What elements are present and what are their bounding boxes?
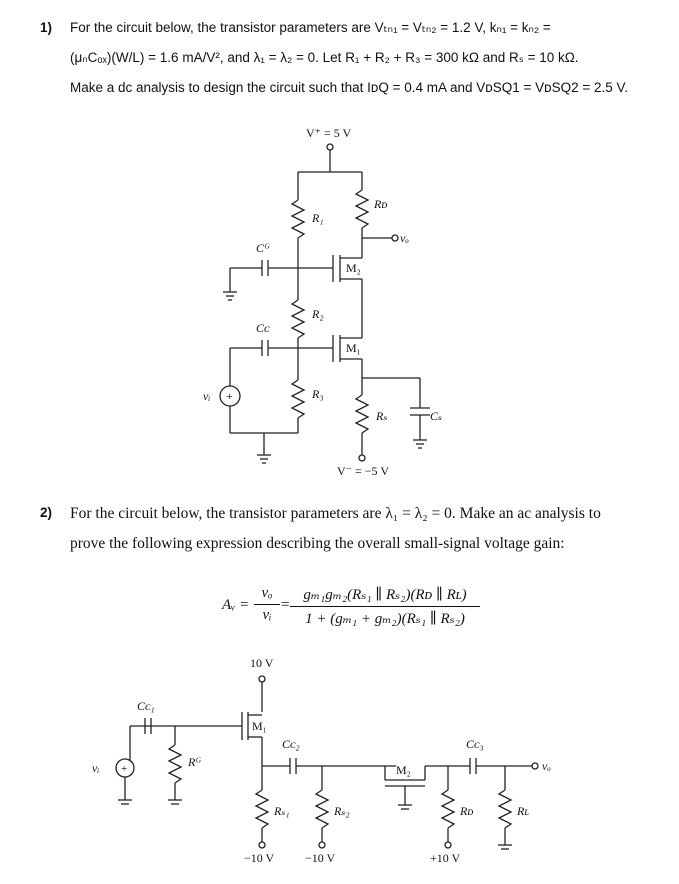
circuit2-cc3: Cᴄ₃ [466,737,484,751]
formula-vi: vᵢ [262,607,272,623]
circuit2-vdd: 10 V [250,656,274,670]
circuit2-m1: M₁ [252,719,267,733]
circuit2-vo: vₒ [542,759,551,773]
circuit1-r2: R₂ [312,307,324,321]
circuit2-rg: Rᴳ [188,755,201,769]
problem-2-line-2: prove the following expression describing the overall small-signal voltage gain: [70,535,565,552]
circuit1-m2: M₂ [346,261,361,275]
formula-vo: vₒ [261,585,273,601]
circuit1-vi: vᵢ [203,389,211,403]
problem-1-line-1: For the circuit below, the transistor parameters are Vₜₙ₁ = Vₜₙ₂ = 1.2 V, kₙ₁ = kₙ₂ = [70,20,551,35]
formula-denominator: 1 + (gₘ₁ + gₘ₂)(Rₛ₁ ∥ Rₛ₂) [305,611,465,627]
circuit2-rl: Rʟ [517,804,530,818]
circuit2-vneg1: −10 V [244,851,275,865]
problem-2-number: 2) [40,505,53,520]
circuit1-r3: R₃ [312,387,324,401]
problem-1-line-3: Make a dc analysis to design the circuit such that IᴅQ = 0.4 mA and VᴅSQ1 = VᴅSQ2 = 2.5 V. [70,80,629,95]
circuit2-vneg2: −10 V [305,851,336,865]
circuit2-rd: Rᴅ [460,804,474,818]
circuit2-rs1: Rₛ₁ [274,804,290,818]
circuit2-cc1: Cᴄ₁ [137,699,155,713]
circuit1-rd: Rᴅ [374,197,388,211]
problem-1-number: 1) [40,20,53,35]
source2-plus-icon: + [121,763,128,775]
circuit1-rs: Rₛ [376,409,388,423]
circuit2-rs2: Rₛ₂ [334,804,350,818]
circuit1-cc: Cᴄ [256,321,270,335]
problem-1-line-2: (μₙCₒₓ)(W/L) = 1.6 mA/V², and λ₁ = λ₂ = 0. Let R₁ + R₂ + R₃ = 300 kΩ and Rₛ = 10 kΩ. [70,50,579,65]
formula-lhs: Aᵥ = [222,597,250,613]
circuit1-vplus: V⁺ = 5 V [306,126,352,140]
circuit2-vi: vᵢ [92,761,100,775]
circuit1-cs: Cₛ [430,409,443,423]
circuit1-vminus: V⁻ = −5 V [337,464,389,478]
circuit2-vpos: +10 V [430,851,461,865]
circuit2-cc2: Cᴄ₂ [282,737,300,751]
formula-numerator: gₘ₁gₘ₂(Rₛ₁ ∥ Rₛ₂)(Rᴅ ∥ Rʟ) [303,587,467,603]
problem-2-line-1: For the circuit below, the transistor parameters are λ₁ = λ₂ = 0. Make an ac analysis to [70,505,601,522]
source-plus-icon: + [226,389,233,403]
circuit2-m2: M₂ [396,763,411,777]
circuit1-vo: vₒ [400,231,409,245]
circuit1-cg: Cᴳ [256,241,270,255]
circuit1-r1: R₁ [312,211,324,225]
formula-equals: = [280,597,291,613]
circuit1-m1: M₁ [346,341,361,355]
